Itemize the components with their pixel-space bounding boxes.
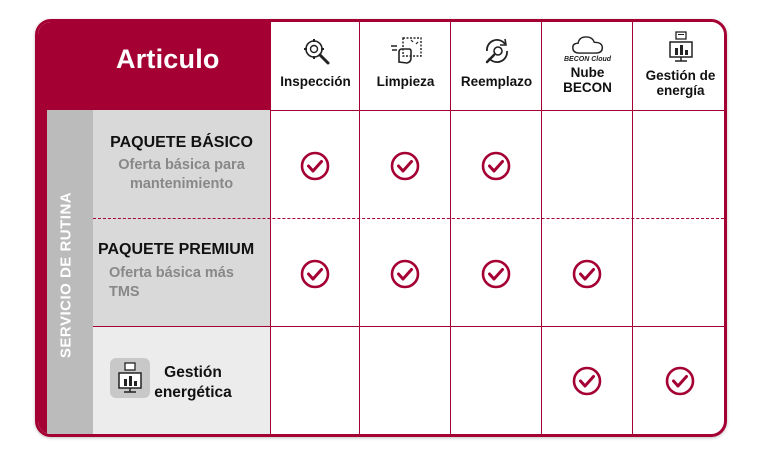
grid-line (450, 110, 451, 434)
row-divider (93, 326, 724, 327)
energy-monitor-icon (110, 358, 150, 398)
routine-service-label: SERVICIO DE RUTINA (57, 191, 74, 359)
check-mark-icon (300, 151, 330, 181)
service-table-card (35, 19, 727, 437)
becon-cloud-logo: BECON Cloud (563, 56, 612, 63)
check-mark-icon (390, 151, 420, 181)
cloud-icon (571, 32, 605, 58)
check-mark-icon (572, 366, 602, 396)
basic-package-name: PAQUETE BÁSICO (110, 134, 253, 151)
column-label-inspection: Inspección (280, 74, 351, 89)
premium-package-name: PAQUETE PREMIUM (98, 241, 255, 258)
column-header-becon-cloud (541, 22, 633, 110)
column-header-inspection (270, 22, 360, 110)
row-label-premium-package (93, 218, 270, 326)
check-mark-icon (390, 259, 420, 289)
grid-line (359, 110, 360, 434)
check-mark-icon (481, 259, 511, 289)
cleaning-hand-icon (389, 34, 423, 68)
inspection-gear-magnifier-icon (299, 34, 333, 68)
column-label-replacement: Reemplazo (460, 74, 533, 89)
replacement-gear-arrows-icon (480, 34, 514, 68)
premium-package-description: Oferta básica más TMS (109, 265, 234, 300)
column-header-energy-management (632, 22, 727, 110)
check-mark-icon (481, 151, 511, 181)
grid-line (541, 110, 542, 434)
grid-line (270, 110, 724, 111)
check-mark-icon (572, 259, 602, 289)
check-mark-icon (300, 259, 330, 289)
column-label-energy-management: Gestión de energía (645, 68, 716, 98)
column-header-cleaning (359, 22, 451, 110)
grid-line (270, 110, 271, 434)
energy-monitor-icon (664, 30, 698, 64)
column-label-becon-cloud: Nube BECON (563, 65, 612, 95)
header-title: Articulo (116, 44, 220, 74)
grid-line (632, 110, 633, 434)
column-header-replacement (450, 22, 542, 110)
column-label-cleaning: Limpieza (376, 74, 435, 89)
basic-package-description: Oferta básica para mantenimiento (118, 157, 245, 192)
header-title-cell (38, 22, 270, 110)
row-divider (93, 218, 724, 219)
energy-management-row-name: Gestión energética (154, 364, 232, 401)
check-mark-icon (665, 366, 695, 396)
side-accent-stripe (38, 110, 47, 437)
row-label-basic-package (93, 110, 270, 218)
